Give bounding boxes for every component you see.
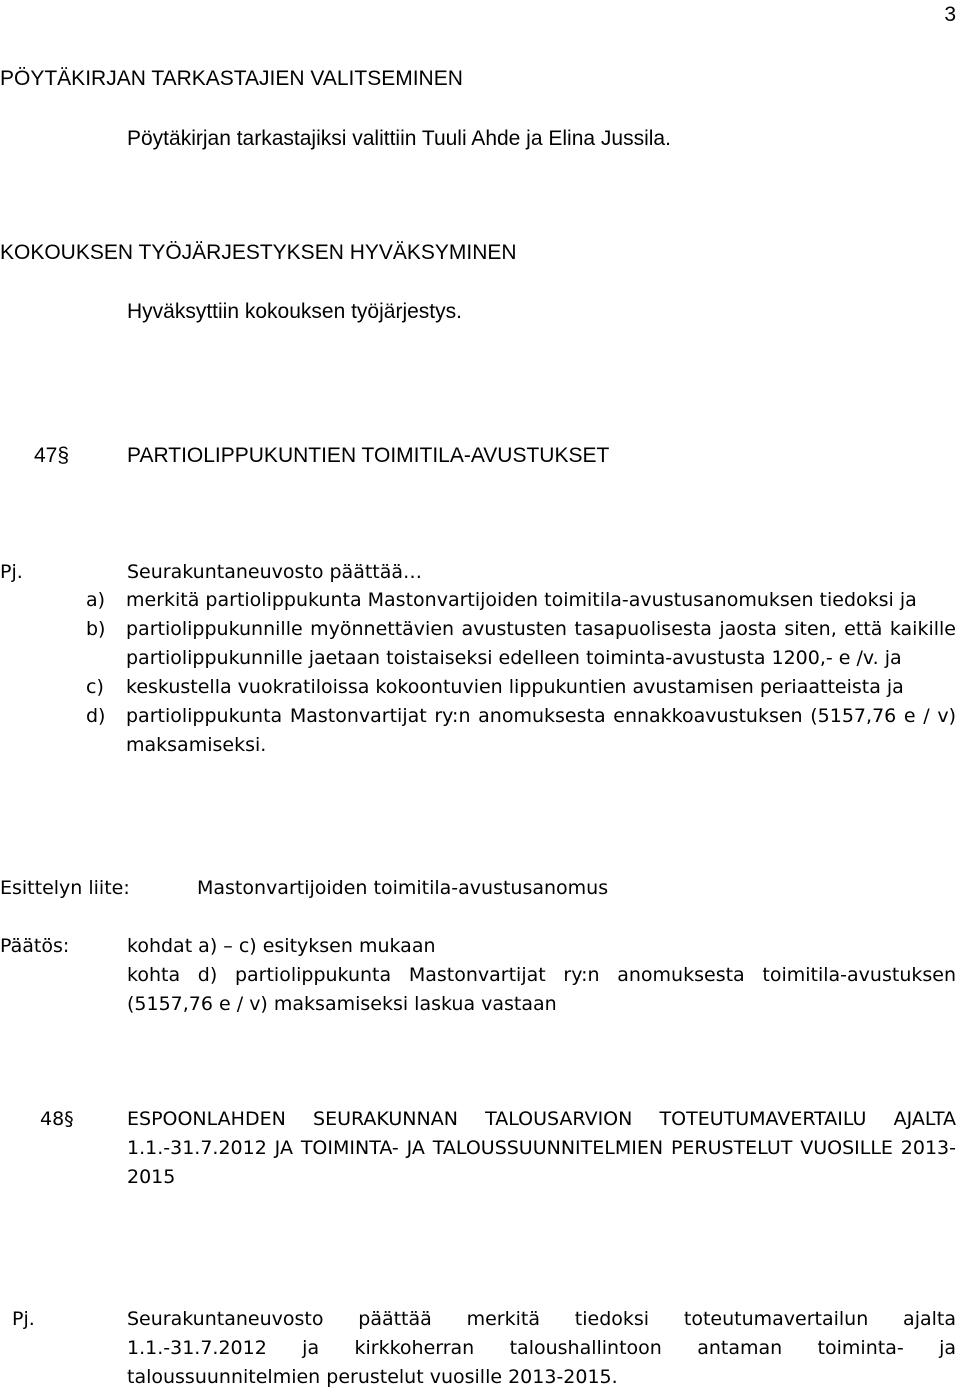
- chair-label-48: Pj.: [12, 1308, 35, 1330]
- item-label: d): [86, 705, 106, 727]
- section-heading-minutes-checkers: PÖYTÄKIRJAN TARKASTAJIEN VALITSEMINEN: [0, 67, 463, 90]
- page-number: 3: [944, 3, 956, 26]
- section-title-48: ESPOONLAHDEN SEURAKUNNAN TALOUSARVION TOTEUTUMAVERTAILU AJALTA 1.1.-31.7.2012 JA TOIMINTA- JA TALOUSSUUNNITELMIEN PERUSTELUT VUOSILLE 2013-2015: [127, 1108, 956, 1188]
- item-text: keskustella vuokratiloissa kokoontuvien lippukuntien avustamisen periaatteista ja: [126, 676, 904, 698]
- item-label: b): [86, 618, 106, 640]
- list-item: [86, 702, 956, 760]
- proposal-items: [86, 586, 956, 760]
- section-body-agenda: Hyväksyttiin kokouksen työjärjestys.: [127, 300, 462, 323]
- item-text: merkitä partiolippukunta Mastonvartijoiden toimitila-avustusanomuksen tiedoksi ja: [126, 589, 917, 611]
- proposal-48: Seurakuntaneuvosto päättää merkitä tiedoksi toteutumavertailun ajalta 1.1.-31.7.2012 ja kirkkoherran taloushallintoon antaman toiminta- ja taloussuunnitelmien perustelut vuosille 2013-2015.: [127, 1308, 956, 1388]
- section-heading-agenda: KOKOUKSEN TYÖJÄRJESTYKSEN HYVÄKSYMINEN: [0, 241, 517, 264]
- section-title-47: PARTIOLIPPUKUNTIEN TOIMITILA-AVUSTUKSET: [127, 444, 610, 467]
- item-text: partiolippukunta Mastonvartijat ry:n anomuksesta ennakkoavustuksen (5157,76 e / v) maksamiseksi.: [126, 705, 956, 756]
- decision-label: Päätös:: [0, 935, 70, 957]
- section-number-48: 48§: [40, 1108, 74, 1130]
- item-label: a): [86, 589, 106, 611]
- list-item: [86, 615, 956, 673]
- item-label: c): [86, 676, 104, 698]
- section-number-47: 47§: [34, 444, 70, 467]
- list-item: [86, 586, 956, 615]
- item-text: partiolippukunnille myönnettävien avustusten tasapuolisesta jaosta siten, että kaikille partiolippukunnille jaetaan toistaiseksi edelleen toiminta-avustusta 1200,- e /v. ja: [126, 618, 956, 669]
- decision-line-1: kohdat a) – c) esityksen mukaan: [127, 935, 436, 957]
- chair-label: Pj.: [0, 561, 23, 583]
- decision-line-2: kohta d) partiolippukunta Mastonvartijat ry:n anomuksesta toimitila-avustuksen (5157,76 e / v) maksamiseksi laskua vastaan: [127, 964, 956, 1015]
- list-item: [86, 673, 956, 702]
- attachment-text: Mastonvartijoiden toimitila-avustusanomus: [197, 877, 609, 899]
- section-body-minutes-checkers: Pöytäkirjan tarkastajiksi valittiin Tuuli Ahde ja Elina Jussila.: [127, 127, 671, 150]
- proposal-intro: Seurakuntaneuvosto päättää…: [127, 561, 423, 583]
- attachment-label: Esittelyn liite:: [0, 877, 130, 899]
